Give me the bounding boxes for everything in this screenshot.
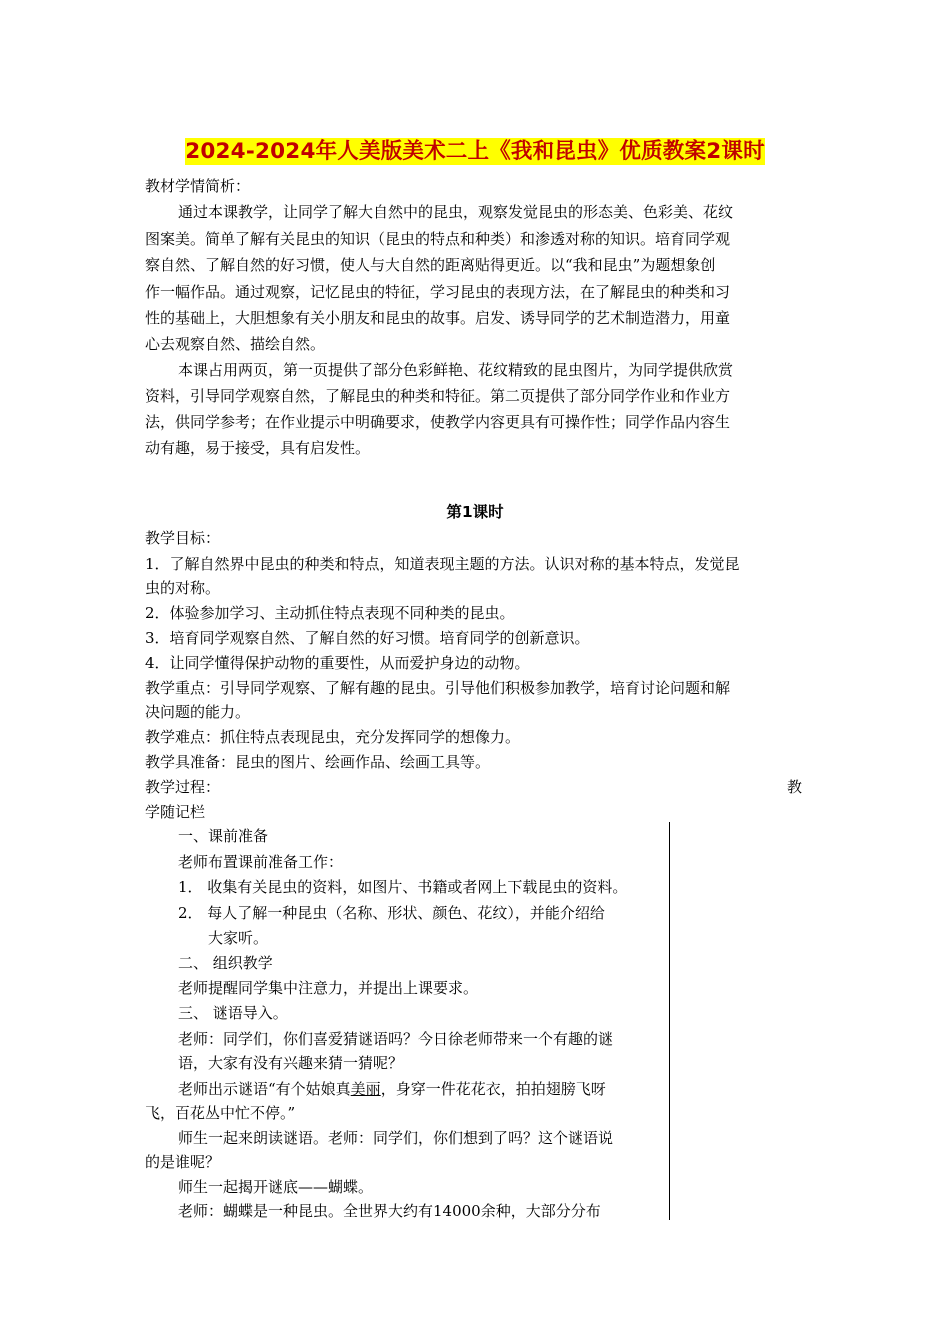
process-line: 1． 收集有关昆虫的资料，如图片、书籍或者网上下载昆虫的资料。 <box>178 878 628 896</box>
notes-label-start: 教 <box>786 778 802 796</box>
paragraph-line: 图案美。简单了解有关昆虫的知识（昆虫的特点和种类）和渗透对称的知识。培育同学观 <box>145 230 731 248</box>
paragraph-line: 作一幅作品。通过观察，记忆昆虫的特征，学习昆虫的表现方法，在了解昆虫的种类和习 <box>145 283 731 301</box>
document-title: 2024-2024年人美版美术二上《我和昆虫》优质教案2课时 <box>185 139 765 164</box>
process-line: 老师提醒同学集中注意力，并提出上课要求。 <box>178 979 479 997</box>
goal-line: 3．培育同学观察自然、了解自然的好习惯。培育同学的创新意识。 <box>145 629 590 647</box>
process-line: 师生一起揭开谜底——蝴蝶。 <box>178 1178 374 1196</box>
process-line: 大家听。 <box>208 929 269 947</box>
notes-column-divider <box>669 822 670 1220</box>
paragraph-line: 通过本课教学，让同学了解大自然中的昆虫，观察发觉昆虫的形态美、色彩美、花纹 <box>178 203 734 221</box>
process-label: 教学过程： <box>145 778 221 796</box>
lesson-heading: 第1课时 <box>446 503 504 521</box>
process-line: 2． 每人了解一种昆虫（名称、形状、颜色、花纹），并能介绍给 <box>178 904 605 922</box>
goal-line: 2．体验参加学习、主动抓住特点表现不同种类的昆虫。 <box>145 604 515 622</box>
paragraph-line: 本课占用两页，第一页提供了部分色彩鲜艳、花纹精致的昆虫图片，为同学提供欣赏 <box>178 361 734 379</box>
section-heading: 一、课前准备 <box>178 827 269 845</box>
process-line: 师生一起来朗读谜语。老师：同学们，你们想到了吗？这个谜语说 <box>178 1129 614 1147</box>
paragraph-line: 性的基础上，大胆想象有关小朋友和昆虫的故事。启发、诱导同学的艺术制造潜力，用童 <box>145 309 731 327</box>
goals-heading: 教学目标： <box>145 529 221 547</box>
goal-line: 虫的对称。 <box>145 579 221 597</box>
notes-label-end: 学随记栏 <box>145 803 206 821</box>
paragraph-line: 动有趣，易于接受，具有启发性。 <box>145 439 371 457</box>
process-line: 老师出示谜语“有个姑娘真美丽，身穿一件花花衣，拍拍翅膀飞呀 <box>178 1080 606 1098</box>
paragraph-line: 资料，引导同学观察自然，了解昆虫的种类和特征。第二页提供了部分同学作业和作业方 <box>145 387 731 405</box>
difficulty-line: 教学难点：抓住特点表现昆虫，充分发挥同学的想像力。 <box>145 728 521 746</box>
process-line: 的是谁呢？ <box>145 1153 221 1171</box>
paragraph-line: 法，供同学参考；在作业提示中明确要求，使教学内容更具有可操作性；同学作品内容生 <box>145 413 731 431</box>
process-line: 老师：蝴蝶是一种昆虫。全世界大约有14000余种，大部分分布 <box>178 1202 601 1220</box>
key-points-line: 教学重点：引导同学观察、了解有趣的昆虫。引导他们积极参加教学，培育讨论问题和解 <box>145 679 731 697</box>
materials-line: 教学具准备：昆虫的图片、绘画作品、绘画工具等。 <box>145 753 491 771</box>
goal-line: 1．了解自然界中昆虫的种类和特点，知道表现主题的方法。认识对称的基本特点，发觉昆 <box>145 555 740 573</box>
analysis-heading: 教材学情简析： <box>145 177 251 195</box>
paragraph-line: 心去观察自然、描绘自然。 <box>145 335 326 353</box>
section-heading: 二、 组织教学 <box>178 954 273 972</box>
process-line: 语，大家有没有兴趣来猜一猜呢？ <box>178 1054 404 1072</box>
paragraph-line: 察自然、了解自然的好习惯，使人与大自然的距离贴得更近。以“我和昆虫”为题想象创 <box>145 256 716 274</box>
section-heading: 三、 谜语导入。 <box>178 1004 288 1022</box>
process-line: 老师布置课前准备工作： <box>178 853 344 871</box>
process-line: 老师：同学们，你们喜爱猜谜语吗？今日徐老师带来一个有趣的谜 <box>178 1030 614 1048</box>
process-line: 飞，百花丛中忙不停。” <box>145 1104 296 1122</box>
goal-line: 4．让同学懂得保护动物的重要性，从而爱护身边的动物。 <box>145 654 530 672</box>
key-points-line: 决问题的能力。 <box>145 703 251 721</box>
